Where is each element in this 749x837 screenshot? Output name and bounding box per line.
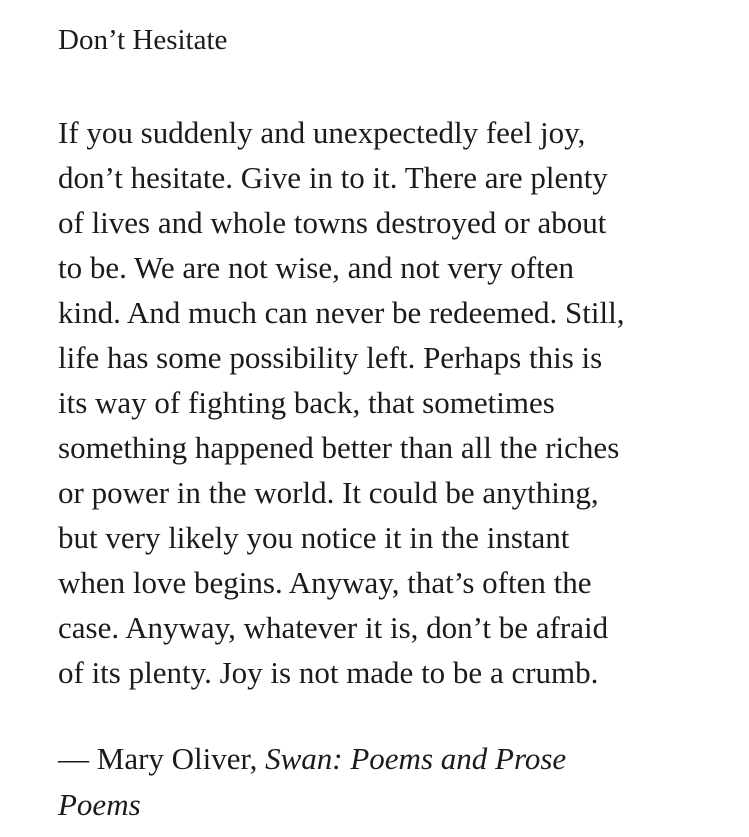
poem-line: something happened better than all the riches — [58, 430, 620, 465]
source-title-continued: Poems — [58, 787, 141, 822]
poem-line: don’t hesitate. Give in to it. There are plenty — [58, 160, 608, 195]
poem-line: but very likely you notice it in the instant — [58, 520, 570, 555]
poem-line: kind. And much can never be redeemed. Still, — [58, 295, 625, 330]
poem-line: of lives and whole towns destroyed or about — [58, 205, 607, 240]
poem-title: Don’t Hesitate — [58, 24, 228, 56]
poem-line: case. Anyway, whatever it is, don’t be afraid — [58, 610, 609, 645]
attribution — [58, 736, 566, 828]
poem-line: If you suddenly and unexpectedly feel joy, — [58, 115, 586, 150]
poem-line: to be. We are not wise, and not very often — [58, 250, 575, 285]
poem-line: its way of fighting back, that sometimes — [58, 385, 555, 420]
author-credit: — Mary Oliver, — [58, 741, 266, 776]
poem-body — [58, 110, 748, 695]
poem-line: of its plenty. Joy is not made to be a crumb. — [58, 655, 599, 690]
poem-line: when love begins. Anyway, that’s often the — [58, 565, 592, 600]
source-title: Swan: Poems and Prose — [265, 741, 567, 776]
poem-line: or power in the world. It could be anything, — [58, 475, 599, 510]
attribution-line — [58, 736, 566, 782]
poem-line: life has some possibility left. Perhaps this is — [58, 340, 603, 375]
